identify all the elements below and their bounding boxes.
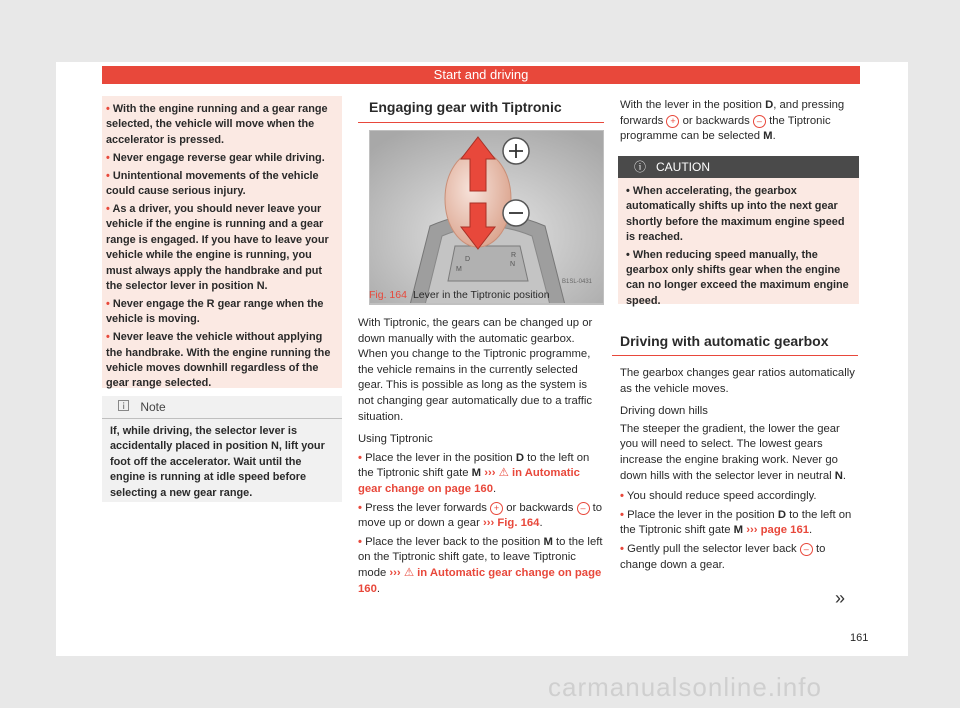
plus-button-icon: + (490, 502, 503, 515)
figure-tiptronic-lever (369, 130, 604, 304)
section-tiptronic-heading-wrap (369, 100, 601, 116)
subheading: Using Tiptronic (358, 433, 433, 446)
tiptronic-selection-text: With the lever in the position D, and pressing forwards + or backwards – the Tiptronic programme can be selected M. (620, 99, 845, 143)
list-item: • Gently pull the selector lever back – to change down a gear. (620, 542, 826, 571)
paragraph: With Tiptronic, the gears can be changed up or down manually with the automatic gearbox. When you change to the Tiptronic programme, the vehicle remains in the currently selected gear. This is possible as long as the system is not changing gear automatically due to a traffic situation. (358, 317, 593, 423)
caution-header: ⓘ CAUTION (618, 156, 859, 178)
minus-button-icon: – (800, 543, 813, 556)
warning-icon: ⚠ (498, 467, 509, 480)
warning-item: • As a driver, you should never leave your vehicle if the engine is running and a gear range is engaged. If you have to leave your vehicle while the engine is running, you must always apply the handbrake and put the selector lever in position N. (106, 202, 329, 292)
gate-label: N (510, 261, 516, 268)
minus-button-icon: – (577, 502, 590, 515)
automatic-text (620, 366, 858, 573)
section-title: Engaging gear with Tiptronic (369, 99, 562, 115)
page-link[interactable]: in Automatic gear change on page 160 (358, 566, 602, 595)
warning-item: • Never engage the R gear range when the vehicle is moving. (106, 297, 324, 326)
gate-label: R (511, 252, 517, 259)
section-title: Driving with automatic gearbox (620, 333, 829, 349)
section-automatic-heading-wrap (620, 334, 858, 350)
figure-caption: Fig. 164 Lever in the Tiptronic position (369, 289, 550, 301)
lever-illustration (370, 131, 604, 304)
plus-button-icon: + (666, 115, 679, 128)
note-body: If, while driving, the selector lever is accidentally placed in position N, lift your foot off the accelerator. Wait until the engine is running at idle speed before selecting a new gear range. (110, 425, 325, 499)
warning-icon: ⚠ (403, 566, 414, 579)
list-item: • You should reduce speed accordingly. (620, 490, 817, 503)
warning-item: • Never leave the vehicle without applying the handbrake. With the engine running the vehicle moves downhill regardless of the gear range selected. (106, 331, 331, 390)
gate-label: D (465, 256, 471, 263)
caption-rule (369, 304, 604, 305)
tiptronic-text (358, 316, 604, 597)
heading-rule (358, 122, 604, 123)
warning-item: • With the engine running and a gear range selected, the vehicle will move when the accelerator is pressed. (106, 103, 328, 146)
subheading: Driving down hills (620, 405, 708, 418)
paragraph: The gearbox changes gear ratios automatically as the vehicle moves. (620, 367, 855, 395)
gate-label: M (456, 266, 462, 273)
caution-icon: ⓘ (634, 160, 647, 174)
figure-label: Fig. 164 (369, 289, 407, 301)
caution-item: • When reducing speed manually, the gearbox only shifts gear when the engine can no longer exceed the maximum engine speed. (626, 248, 849, 307)
warning-box (102, 96, 342, 388)
list-item: • Place the lever back to the position M to the left on the Tiptronic shift gate, to leave Tiptronic mode ››› ⚠ in Automatic gear change on page 160. (358, 535, 603, 595)
info-icon (118, 400, 132, 414)
list-item: • Press the lever forwards + or backwards – to move up or down a gear ››› Fig. 164. (358, 501, 603, 530)
list-item: • Place the lever in the position D to the left on the Tiptronic shift gate M ››› page 161. (620, 508, 852, 537)
warning-item: • Never engage reverse gear while driving. (106, 151, 325, 164)
caution-box (618, 156, 859, 307)
caution-body (618, 178, 859, 309)
watermark: carmanualsonline.info (548, 672, 822, 702)
list-item: • Place the lever in the position D to the left on the Tiptronic shift gate M ››› ⚠ in Automatic gear change on page 160. (358, 451, 590, 495)
note-header: Note (102, 396, 342, 419)
figure-code: B1SL-0431 (562, 279, 593, 285)
page-number: 161 (850, 632, 869, 644)
caution-item: • When accelerating, the gearbox automatically shifts up into the next gear shortly before the maximum engine speed is reached. (626, 185, 845, 244)
figure-link[interactable]: ››› Fig. 164 (482, 517, 540, 530)
page-header: Start and driving (102, 66, 860, 84)
paragraph: The steeper the gradient, the lower the gear you will need to select. The lowest gears increase the engine braking work. Never go down hills with the selector lever in neutral N. (620, 422, 847, 482)
note-box (102, 396, 342, 502)
warning-item: • Unintentional movements of the vehicle could cause serious injury. (106, 169, 319, 198)
heading-rule (612, 355, 858, 356)
page-link[interactable]: ››› page 161 (746, 524, 810, 537)
page-link[interactable]: in Automatic gear change on page 160 (358, 467, 580, 495)
continue-marker: » (835, 588, 846, 608)
minus-button-icon: – (753, 115, 766, 128)
